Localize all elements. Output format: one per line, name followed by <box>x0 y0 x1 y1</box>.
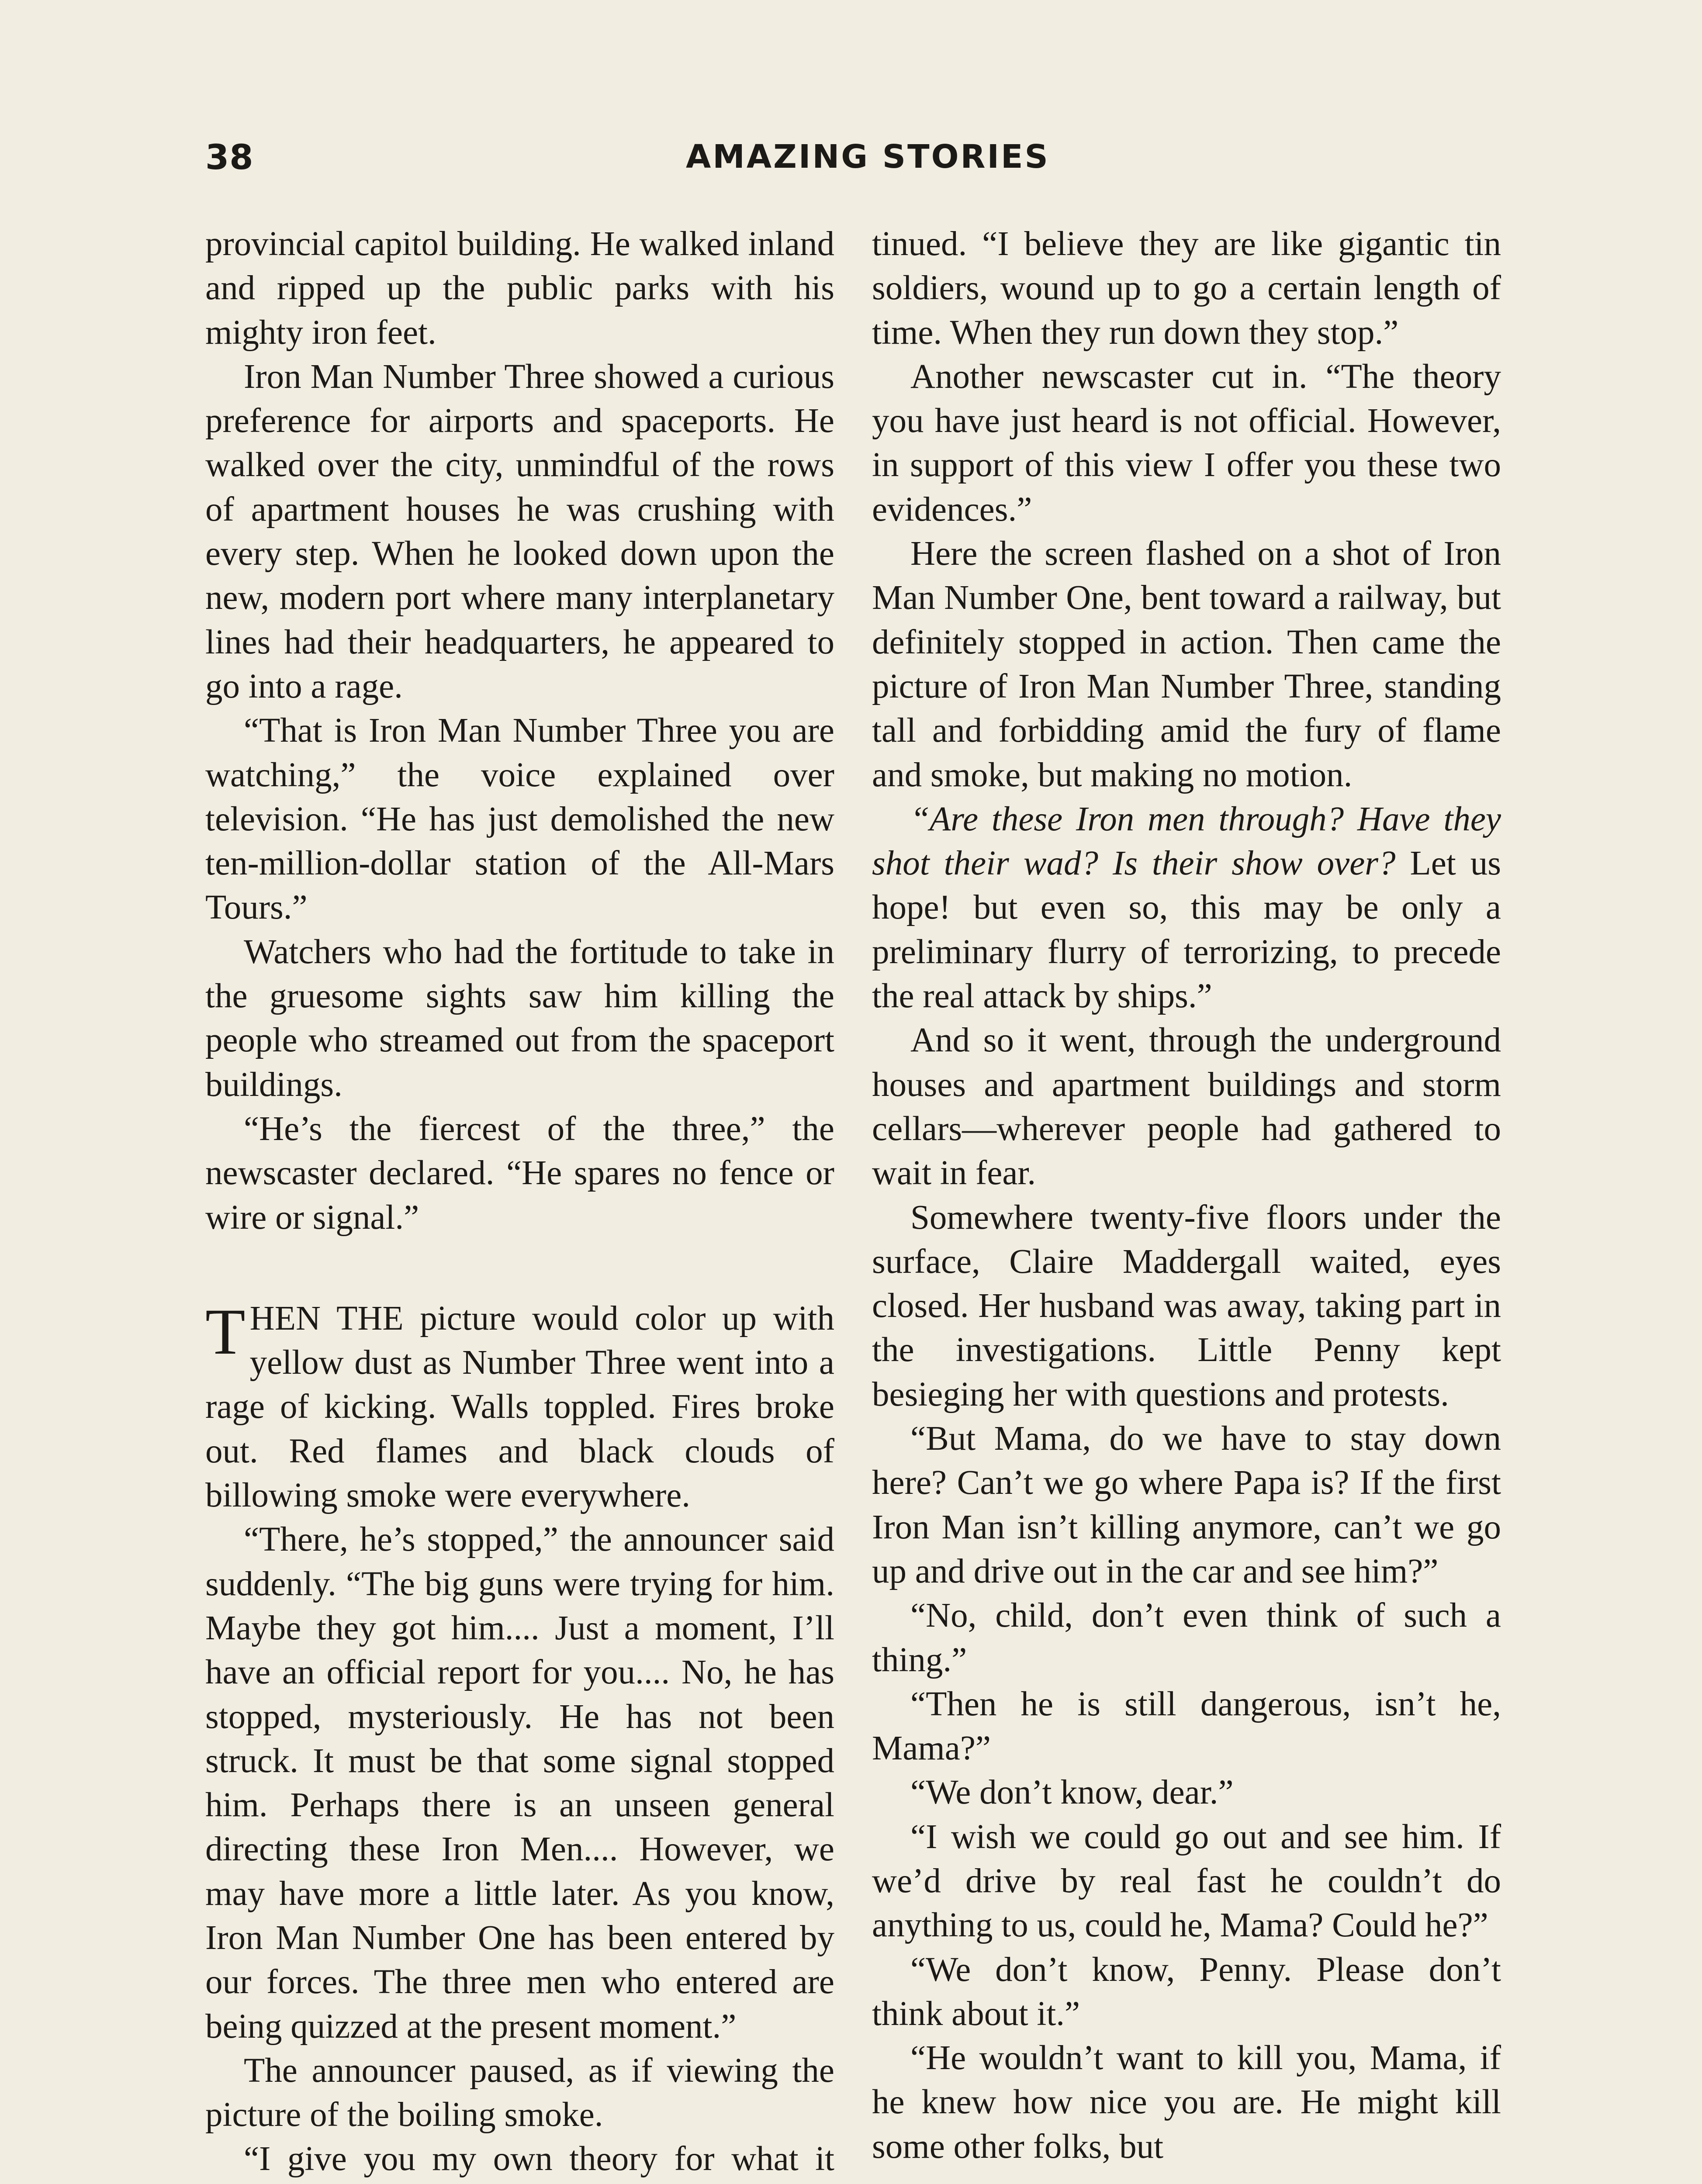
paragraph: Here the screen flashed on a shot of Iron Man Number One, bent toward a railway, but definitely stopped in action. Then came the picture of Iron Man Number Three, standing tall and forbidding amid the fury of flame and smoke, but making no motion. <box>872 535 1501 794</box>
paragraph: Somewhere twenty-five floors under the surface, Claire Maddergall waited, eyes closed. Her husband was away, taking part in the investigations. Little Penny kept besieging her with questions and protests. <box>872 1198 1501 1413</box>
page-number: 38 <box>205 138 254 177</box>
page-header <box>205 138 1516 182</box>
paragraph: “He wouldn’t want to kill you, Mama, if he knew how nice you are. He might kill some other folks, but <box>872 2039 1501 2166</box>
paragraph: “That is Iron Man Number Three you are watching,” the voice explained over television. “He has just demolished the new ten-million-dollar station of the All-Mars Tours.” <box>205 712 834 927</box>
section-break <box>205 1240 834 1296</box>
paragraph: tinued. “I believe they are like gigantic tin soldiers, wound up to go a certain length of time. When they run down they stop.” <box>872 225 1501 352</box>
paragraph: “No, child, don’t even think of such a thing.” <box>872 1597 1501 1679</box>
paragraph: “There, he’s stopped,” the announcer said suddenly. “The big guns were trying for him. Maybe they got him.... Just a moment, I’ll have an official report for you.... No, he has stopped, mysteriously. He has not been struck. It must be that some signal stopped him. Perhaps there is an unseen general directing these Iron Men.... However, we may have more a little later. As you know, Iron Man Number One has been entered by our forces. The three men who entered are being quizzed at the present moment.” <box>205 1521 834 2046</box>
paragraph: “Then he is still dangerous, isn’t he, Mama?” <box>872 1685 1501 1768</box>
magazine-title: AMAZING STORIES <box>686 138 1050 176</box>
paragraph <box>872 797 1501 1018</box>
paragraph-text: HEN THE picture would color up with yellow dust as Number Three went into a rage of kicking. Walls toppled. Fires broke out. Red flames and black clouds of billowing smoke were everywhere. <box>205 1299 834 1515</box>
drop-cap: T <box>205 1295 246 1368</box>
paragraph: Iron Man Number Three showed a curious preference for airports and spaceports. He walked over the city, unmindful of the rows of apartment houses he was crushing with every step. When he looked down upon the new, modern port where many interplanetary lines had their headquarters, he appeared to go into a rage. <box>205 357 834 705</box>
paragraph: “We don’t know, dear.” <box>910 1773 1234 1812</box>
paragraph-with-dropcap <box>205 1296 834 1517</box>
left-column <box>205 222 834 2184</box>
paragraph: “But Mama, do we have to stay down here? Can’t we go where Papa is? If the first Iron Man isn’t killing anymore, can’t we go up and drive out in the car and see him?” <box>872 1420 1501 1590</box>
paragraph: provincial capitol building. He walked inland and ripped up the public parks with his mighty iron feet. <box>205 225 834 352</box>
paragraph: “I give you my own theory for what it <box>244 2140 834 2178</box>
paragraph-text: Let us hope! but even so, this may be only a preliminary flurry of terrorizing, to precede the real attack by ships.” <box>872 844 1501 1016</box>
paragraph: The announcer paused, as if viewing the picture of the boiling smoke. <box>205 2051 834 2134</box>
paragraph: “He’s the fiercest of the three,” the newscaster declared. “He spares no fence or wire or signal.” <box>205 1109 834 1237</box>
right-column <box>872 222 1501 2169</box>
paragraph: And so it went, through the underground houses and apartment buildings and storm cellars—wherever people had gathered to wait in fear. <box>872 1021 1501 1192</box>
paragraph: Watchers who had the fortitude to take in the gruesome sights saw him killing the people who streamed out from the spaceport buildings. <box>205 933 834 1104</box>
paragraph: Another newscaster cut in. “The theory you have just heard is not official. However, in support of this view I offer you these two evidences.” <box>872 357 1501 529</box>
italic-text: “Are these Iron men through? Have they shot their wad? Is their show over? <box>872 800 1501 883</box>
paragraph: “I wish we could go out and see him. If we’d drive by real fast he couldn’t do anything to us, could he, Mama? Could he?” <box>872 1818 1501 1945</box>
paragraph: “We don’t know, Penny. Please don’t think about it.” <box>872 1950 1501 2033</box>
